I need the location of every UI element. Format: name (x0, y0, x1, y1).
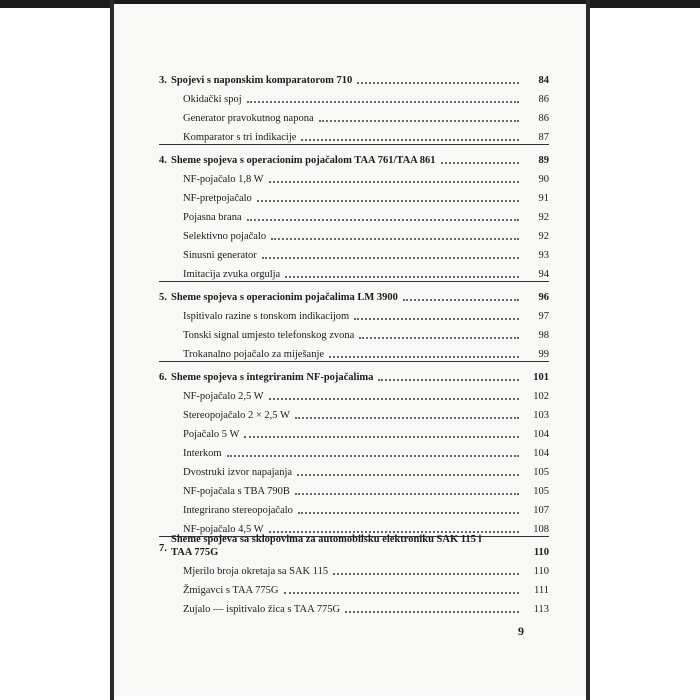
entry-label: Sinusni generator (183, 250, 257, 261)
leader-dots (403, 298, 519, 301)
toc-entry (159, 186, 549, 205)
entry-page: 99 (538, 349, 549, 360)
entry-label: Pojasna brana (183, 212, 242, 223)
chapter-page: 96 (538, 292, 549, 303)
entry-page: 105 (533, 467, 549, 478)
toc-section-5 (159, 282, 549, 362)
toc-entry (159, 578, 549, 597)
leader-dots (301, 138, 519, 141)
leader-dots (333, 572, 519, 575)
entry-label: NF-pojačala s TBA 790B (183, 486, 290, 497)
toc-chapter-heading (159, 67, 549, 87)
toc-section-3 (159, 67, 549, 145)
toc-entry (159, 422, 549, 441)
leader-dots (262, 256, 519, 259)
entry-label: Zujalo — ispitivalo žica s TAA 775G (183, 604, 341, 615)
toc-entry (159, 224, 549, 243)
leader-dots (297, 473, 519, 476)
leader-dots (357, 81, 519, 84)
leader-dots (295, 416, 519, 419)
entry-page: 86 (538, 94, 549, 105)
leader-dots (284, 591, 520, 594)
entry-label: Interkom (183, 448, 222, 459)
chapter-title: Sheme spojeva s operacionim pojačalom TAA 761/TAA 861 (171, 155, 436, 166)
entry-label: NF-pojačalo 4,5 W (183, 524, 264, 535)
toc-chapter-heading (159, 534, 549, 559)
entry-page: 107 (533, 505, 549, 516)
entry-page: 91 (538, 193, 549, 204)
entry-label: Imitacija zvuka orgulja (183, 269, 281, 280)
toc-entry (159, 125, 549, 144)
entry-page: 110 (533, 566, 549, 577)
toc-section-6 (159, 362, 549, 537)
leader-dots (285, 275, 519, 278)
entry-page: 90 (538, 174, 549, 185)
toc-entry (159, 323, 549, 342)
entry-page: 97 (538, 311, 549, 322)
toc-entry (159, 342, 549, 361)
entry-label: Dvostruki izvor napajanja (183, 467, 293, 478)
toc-entry (159, 498, 549, 517)
entry-label: Komparator s tri indikacije (183, 132, 297, 143)
scan-border-right (586, 0, 590, 700)
toc-chapter-heading (159, 282, 549, 304)
entry-page: 94 (538, 269, 549, 280)
leader-dots (359, 336, 519, 339)
toc-section-7 (159, 534, 549, 616)
chapter-page: 89 (538, 155, 549, 166)
chapter-title: Spojevi s naponskim komparatorom 710 (171, 75, 353, 86)
entry-page: 87 (538, 132, 549, 143)
chapter-page: 84 (538, 75, 549, 86)
page-number: 9 (518, 624, 524, 638)
entry-label: Pojačalo 5 W (183, 429, 240, 440)
leader-dots (247, 100, 519, 103)
entry-page: 108 (533, 524, 549, 535)
leader-dots (506, 555, 519, 556)
chapter-title: Sheme spojeva sa sklopovima za automobilsku elektroniku SAK 115 i TAA 775G (171, 534, 482, 558)
entry-page: 98 (538, 330, 549, 341)
leader-dots (295, 492, 519, 495)
toc-entry (159, 87, 549, 106)
entry-label: Stereopojačalo 2 × 2,5 W (183, 410, 290, 421)
toc-entry (159, 167, 549, 186)
entry-page: 105 (533, 486, 549, 497)
toc-entry (159, 106, 549, 125)
toc-entry (159, 403, 549, 422)
toc-entry (159, 205, 549, 224)
leader-dots (329, 355, 519, 358)
toc-entry (159, 243, 549, 262)
entry-label: Trokanalno pojačalo za miješanje (183, 349, 325, 360)
toc-chapter-heading (159, 145, 549, 167)
leader-dots (227, 454, 520, 457)
entry-label: Tonski signal umjesto telefonskog zvona (183, 330, 355, 341)
toc-entry (159, 559, 549, 578)
entry-page: 93 (538, 250, 549, 261)
leader-dots (441, 161, 519, 164)
chapter-page: 110 (533, 547, 549, 558)
entry-page: 86 (538, 113, 549, 124)
entry-label: Okidački spoj (183, 94, 242, 105)
entry-page: 103 (533, 410, 549, 421)
toc-entry (159, 479, 549, 498)
entry-page: 113 (533, 604, 549, 615)
toc-entry (159, 384, 549, 403)
entry-page: 92 (538, 212, 549, 223)
toc-section-4 (159, 145, 549, 282)
book-page (114, 4, 586, 696)
leader-dots (269, 180, 519, 183)
chapter-number: 3. (159, 75, 167, 86)
chapter-number: 4. (159, 155, 167, 166)
leader-dots (378, 378, 519, 381)
leader-dots (345, 610, 519, 613)
chapter-title: Sheme spojeva s integriranim NF-pojačalima (171, 372, 374, 383)
entry-label: Žmigavci s TAA 775G (183, 585, 279, 596)
table-of-contents (159, 67, 549, 616)
entry-page: 92 (538, 231, 549, 242)
chapter-title: Sheme spojeva s operacionim pojačalima LM 3900 (171, 292, 398, 303)
entry-label: Integrirano stereopojačalo (183, 505, 293, 516)
toc-entry (159, 304, 549, 323)
leader-dots (354, 317, 519, 320)
toc-entry (159, 262, 549, 281)
leader-dots (269, 397, 519, 400)
entry-page: 104 (533, 429, 549, 440)
leader-dots (247, 218, 519, 221)
entry-label: Selektivno pojačalo (183, 231, 267, 242)
leader-dots (298, 511, 519, 514)
entry-label: Ispitivalo razine s tonskom indikacijom (183, 311, 350, 322)
leader-dots (319, 119, 519, 122)
entry-label: Mjerilo broja okretaja sa SAK 115 (183, 566, 329, 577)
entry-page: 111 (534, 585, 549, 596)
entry-label: NF-pojačalo 1,8 W (183, 174, 264, 185)
chapter-number: 6. (159, 372, 167, 383)
toc-chapter-heading (159, 362, 549, 384)
toc-entry (159, 597, 549, 616)
toc-entry (159, 441, 549, 460)
leader-dots (244, 435, 519, 438)
chapter-number: 5. (159, 292, 167, 303)
chapter-page: 101 (533, 372, 549, 383)
entry-page: 104 (533, 448, 549, 459)
leader-dots (257, 199, 519, 202)
entry-label: Generator pravokutnog napona (183, 113, 314, 124)
leader-dots (271, 237, 519, 240)
entry-label: NF-pretpojačalo (183, 193, 252, 204)
chapter-number: 7. (159, 543, 167, 554)
toc-entry (159, 460, 549, 479)
entry-page: 102 (533, 391, 549, 402)
entry-label: NF-pojačalo 2,5 W (183, 391, 264, 402)
